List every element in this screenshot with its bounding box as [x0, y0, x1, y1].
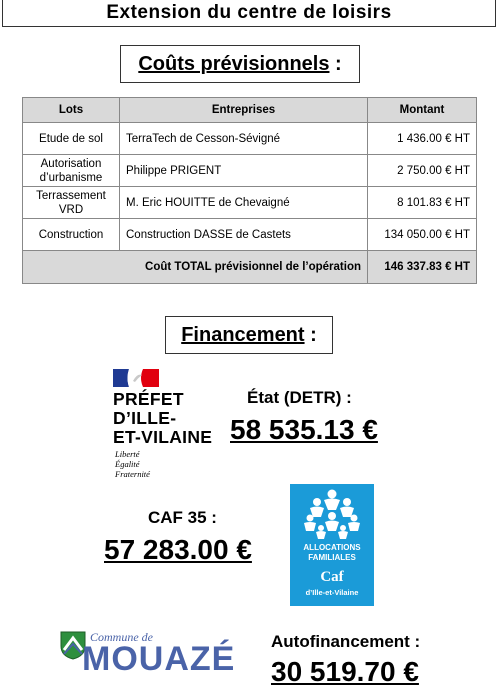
cell-lot: Terrassement VRD: [23, 187, 120, 219]
prefet-motto: [115, 449, 150, 479]
cell-lot: Construction: [23, 219, 120, 251]
total-value: 146 337.83 € HT: [368, 251, 477, 284]
cell-entreprise: Construction DASSE de Castets: [120, 219, 368, 251]
couts-heading: [120, 45, 360, 83]
table-row: [23, 187, 477, 219]
cell-entreprise: TerraTech de Cesson-Sévigné: [120, 123, 368, 155]
caf-logo-line2: FAMILIALES: [308, 553, 356, 562]
autofinancement-amount: 30 519.70 €: [271, 656, 419, 687]
couts-heading-text: Coûts prévisionnels: [138, 53, 330, 75]
etat-label: État (DETR) :: [247, 388, 352, 407]
financement-heading-suffix: :: [304, 324, 317, 346]
cell-lot: Autorisation d’urbanisme: [23, 155, 120, 187]
header-lots: Lots: [23, 98, 120, 123]
cell-entreprise: Philippe PRIGENT: [120, 155, 368, 187]
caf-logo: [290, 484, 374, 606]
motto-line: Liberté: [115, 449, 140, 459]
cell-montant: 1 436.00 € HT: [368, 123, 477, 155]
cell-montant: 8 101.83 € HT: [368, 187, 477, 219]
cost-table: [22, 97, 477, 284]
prefet-line: ET-VILAINE: [113, 427, 213, 447]
cell-lot: Etude de sol: [23, 123, 120, 155]
table-row: [23, 123, 477, 155]
mouaze-prefix: Commune de: [90, 630, 153, 644]
prefet-line: PRÉFET: [113, 389, 184, 409]
motto-line: Égalité: [115, 459, 140, 469]
motto-line: Fraternité: [115, 469, 150, 479]
cell-entreprise: M. Eric HOUITTE de Chevaigné: [120, 187, 368, 219]
cell-montant: 134 050.00 € HT: [368, 219, 477, 251]
mouaze-name: MOUAZÉ: [82, 640, 236, 678]
financement-heading: [165, 316, 333, 354]
caf-label: CAF 35 :: [148, 508, 217, 527]
caf-logo-line1: ALLOCATIONS: [303, 543, 361, 552]
total-row: [23, 251, 477, 284]
total-label: Coût TOTAL prévisionnel de l’opération: [23, 251, 368, 284]
header-entreprises: Entreprises: [120, 98, 368, 123]
couts-heading-suffix: :: [329, 53, 342, 75]
page-title: Extension du centre de loisirs: [2, 0, 496, 27]
caf-logo-region: d’Ille-et-Vilaine: [305, 588, 359, 597]
caf-amount: 57 283.00 €: [104, 534, 252, 565]
cell-montant: 2 750.00 € HT: [368, 155, 477, 187]
table-row: [23, 219, 477, 251]
etat-amount: 58 535.13 €: [230, 414, 378, 445]
table-header-row: [23, 98, 477, 123]
prefet-logo-text: [113, 390, 212, 447]
header-montant: Montant: [368, 98, 477, 123]
prefet-line: D’ILLE-: [113, 408, 177, 428]
financement-heading-text: Financement: [181, 324, 305, 346]
caf-family-icon: [302, 488, 362, 540]
autofinancement-label: Autofinancement :: [271, 632, 421, 651]
french-flag-icon: [113, 369, 159, 387]
table-row: [23, 155, 477, 187]
caf-logo-brand: Caf: [320, 569, 344, 585]
